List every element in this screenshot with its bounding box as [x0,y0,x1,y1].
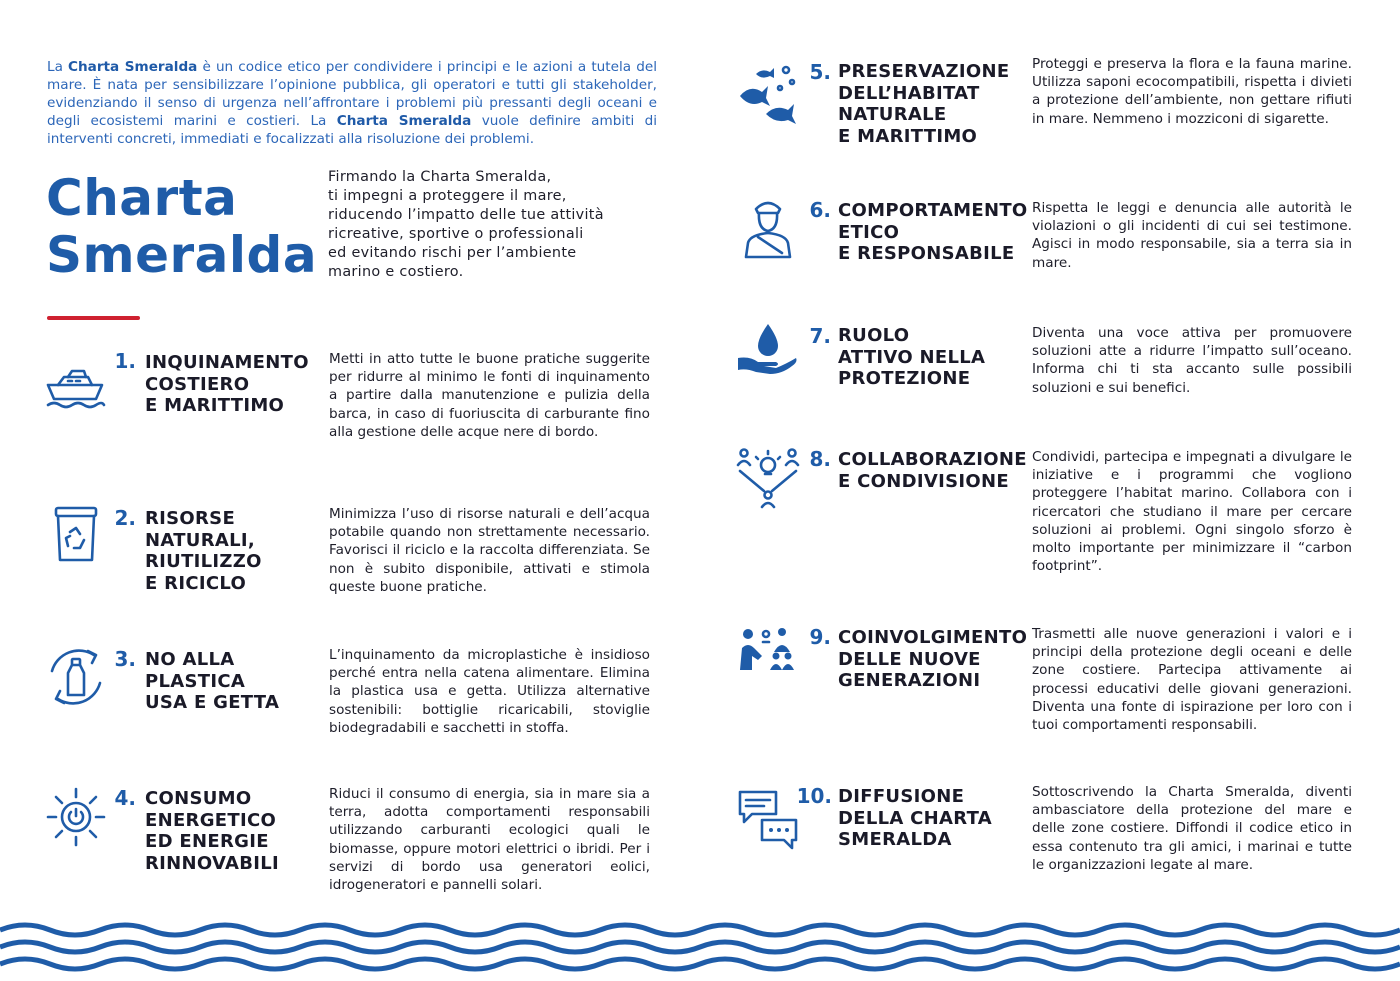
principle-text: Riduci il consumo di energia, sia in mare sia a terra, adotta comportamenti responsabili utilizzando carburanti ecologici quali le biomasse, oppure motori elettrici o ibridi. Per i servizi di bordo usa generatori eolici, idrogeneratori e pannelli solari. [329,786,650,894]
heading-line: E CONDIVISIONE [838,470,1009,492]
wave-decoration [0,920,1400,981]
principle-text: Metti in atto tutte le buone pratiche suggerite per ridurre al minimo le fonti di inquinamento a partire dalla manutenzione e pulizia della barca, in caso di fuoriuscita di carburante fino alla gestione delle acque nere di bordo. [329,351,650,440]
intro-text: è un codice etico per condividere i principi e le azioni a tutela del mare. È nata per sensibilizzare l’opinione pubblica, gli operatori e tutti gli stakeholder, evidenziando il senso di urgenza nell’affrontare i problemi più pressanti degli oceani e degli ecosistemi marini e costieri. La [47,59,657,129]
heading-line: CONSUMO [145,788,252,809]
sign-line: marino e costiero. [328,264,464,280]
principle-heading [838,200,1038,265]
heading-line: NO ALLA [145,649,235,670]
title-line: Charta [46,169,238,227]
intro-highlight: Charta Smeralda [336,113,472,129]
principle-heading [145,649,325,714]
principle-heading [145,352,325,417]
heading-line: PROTEZIONE [838,368,971,389]
sign-line: ed evitando rischi per l’ambiente [328,245,577,261]
heading-line: E RESPONSABILE [838,243,1015,264]
heading-line: COLLABORAZIONE [838,449,1027,470]
heading-line: USA E GETTA [145,692,280,713]
heading-line: DELLE NUOVE [838,648,981,670]
principle-heading [145,788,325,874]
principle-number: 2. [114,506,136,530]
principle-text: Trasmetti alle nuove generazioni i valori e i principi della protezione degli oceani e delle zone costiere. Partecipa attivamente ai processi educativi delle giovani generazioni. Diventa una fonte di ispirazione per loro con i tuoi comportamenti responsabili. [1032,626,1352,734]
heading-line: NATURALI, [145,529,255,551]
principle-text: Minimizza l’uso di risorse naturali e dell’acqua potabile quando non strettamente necessario. Favorisci il riciclo e la raccolta differenziata. Se non è subito disponibile, attivati e stimola queste buone pratiche. [329,506,650,595]
principle-number: 4. [114,786,136,810]
sign-commitment-text [328,168,648,282]
principle-heading [145,508,325,594]
principle-number: 7. [809,324,831,348]
title-divider [47,316,140,320]
principle-heading [838,325,1028,390]
heading-line: NATURALE [838,104,947,125]
principle-number: 6. [809,198,831,222]
principle-text: L’inquinamento da microplastiche è insidioso perché entra nella catena alimentare. Elimina la plastica usa e getta. Utilizza alternative sostenibili: bottiglie ricaricabili, stoviglie biodegradabili e sacchetti in stoffa. [329,647,650,736]
principle-number: 9. [809,625,831,649]
principle-text: Rispetta le leggi e denuncia alle autorità le violazioni o gli incidenti di cui sei testimone. Agisci in modo responsabile, sia a terra sia in mare. [1032,200,1352,271]
intro-text: La [47,59,69,75]
intro-highlight: Charta Smeralda [68,59,198,75]
principle-number: 5. [809,60,831,84]
heading-line: DIFFUSIONE [838,786,965,807]
principle-text: Proteggi e preserva la flora e la fauna marine. Utilizza saponi ecocompatibili, rispetta i divieti a protezione dell’ambiente, non gettare rifiuti in mare. Nemmeno i mozziconi di sigarette. [1032,56,1352,127]
heading-line: COSTIERO [145,373,250,395]
heading-line: ENERGETICO [145,809,277,831]
principle-heading [838,61,1028,147]
heading-line: RISORSE [145,508,236,529]
principle-heading [838,786,1028,851]
heading-line: SMERALDA [838,829,952,850]
title-line: Smeralda [46,226,318,284]
principle-heading [838,627,1038,692]
heading-line: ETICO [838,221,900,243]
principle-number: 8. [809,447,831,471]
heading-line: PLASTICA [145,670,246,692]
heading-line: E MARITTIMO [145,395,285,416]
principle-number: 3. [114,647,136,671]
sign-line: Firmando la Charta Smeralda, [328,169,552,185]
sign-line: riducendo l’impatto delle tue attività [328,207,604,223]
heading-line: COINVOLGIMENTO [838,627,1028,648]
intro-paragraph [47,58,657,148]
heading-line: ATTIVO NELLA [838,346,986,368]
heading-line: INQUINAMENTO [145,352,309,373]
page-title [46,170,326,284]
heading-line: PRESERVAZIONE [838,61,1010,82]
principle-text: Condividi, partecipa e impegnati a divulgare le iniziative e i programmi che vogliono proteggere l’habitat marino. Collabora con i ricercatori che studiano il mare per cercare soluzioni ai problemi. Ogni singolo sforzo è molto importante per minimizzare il “carbon footprint”. [1032,449,1352,575]
heading-line: DELL’HABITAT [838,82,980,104]
principle-text: Sottoscrivendo la Charta Smeralda, diventi ambasciatore della protezione del mare e delle zone costiere. Diffondi il codice etico in essa contenuto tra gli amici, i marinai e tutte le organizzazioni legate al mare. [1032,784,1352,873]
sign-line: ti impegni a proteggere il mare, [328,188,567,204]
heading-line: COMPORTAMENTO [838,200,1028,221]
heading-line: DELLA CHARTA [838,807,993,829]
principle-text: Diventa una voce attiva per promuovere soluzioni atte a ridurre l’impatto sull’oceano. Informa chi ti sta accanto sulle possibili soluzioni e sui benefici. [1032,325,1352,396]
sign-line: ricreative, sportive o professionali [328,226,584,242]
intro-text: vuole definire ambiti di interventi concreti, immediati e focalizzati alla risoluzione dei problemi. [47,113,657,147]
heading-line: RIUTILIZZO [145,551,262,572]
principle-number: 1. [114,349,136,373]
heading-line: RUOLO [838,325,910,346]
heading-line: E MARITTIMO [838,125,978,147]
principle-heading [838,449,1038,492]
principle-number: 10. [796,784,832,808]
heading-line: ED ENERGIE [145,831,269,852]
heading-line: RINNOVABILI [145,852,280,874]
heading-line: GENERAZIONI [838,670,981,691]
heading-line: E RICICLO [145,572,247,594]
